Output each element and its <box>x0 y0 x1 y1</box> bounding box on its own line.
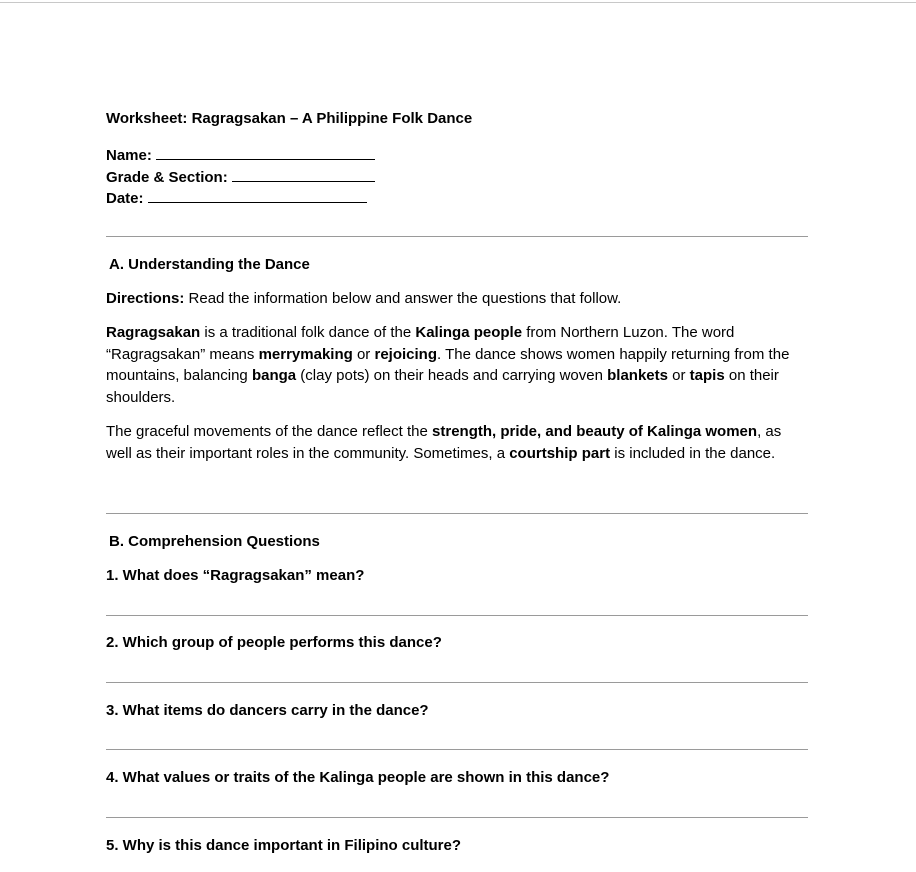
answer-line-2[interactable] <box>106 682 808 683</box>
p2-text: , as well as their important roles in the community. Sometimes, a <box>106 423 782 462</box>
p1-text: on their shoulders. <box>106 367 779 406</box>
term-ragragsakan: Ragragsakan <box>106 324 201 341</box>
p1-text: . The dance shows women happily returning from the mountains, balancing <box>106 345 790 385</box>
p1-text: or <box>667 367 690 385</box>
directions-text: Read the information below and answer the questions that follow. <box>184 290 622 307</box>
p2-text: is included in the dance. <box>610 444 776 462</box>
date-field[interactable] <box>106 188 367 207</box>
question-3: 3. What items do dancers carry in the dance? <box>106 702 429 719</box>
date-blank-line[interactable] <box>148 188 367 203</box>
section-a-heading: A. Understanding the Dance <box>109 256 310 273</box>
answer-line-1[interactable] <box>106 615 808 616</box>
term-strength-pride-beauty: strength, pride, and beauty of Kalinga women <box>432 423 758 440</box>
grade-section-blank-line[interactable] <box>232 167 375 182</box>
directions-paragraph <box>106 288 808 310</box>
name-label: Name: <box>106 147 152 164</box>
worksheet-title: Worksheet: Ragragsakan – A Philippine Folk Dance <box>106 110 473 127</box>
question-4: 4. What values or traits of the Kalinga people are shown in this dance? <box>106 769 610 786</box>
grade-section-label: Grade & Section: <box>106 169 228 186</box>
answer-line-3[interactable] <box>106 749 808 750</box>
p1-text: is a traditional folk dance of the <box>200 324 416 341</box>
name-field[interactable] <box>106 145 375 164</box>
term-banga: banga <box>251 367 297 385</box>
date-label: Date: <box>106 190 144 207</box>
divider <box>106 236 808 237</box>
term-kalinga-people: Kalinga people <box>415 324 523 341</box>
info-paragraph-1 <box>106 322 808 408</box>
term-rejoicing: rejoicing <box>374 345 437 363</box>
grade-section-field[interactable] <box>106 167 375 186</box>
p1-text: or <box>352 345 375 363</box>
answer-line-4[interactable] <box>106 817 808 818</box>
term-blankets: blankets <box>607 367 668 385</box>
term-merrymaking: merrymaking <box>258 345 353 363</box>
term-courtship-part: courtship part <box>509 444 611 462</box>
divider <box>106 513 808 514</box>
info-paragraph-2 <box>106 421 808 464</box>
p2-text: The graceful movements of the dance reflect the <box>106 423 433 440</box>
name-blank-line[interactable] <box>156 145 375 160</box>
question-1: 1. What does “Ragragsakan” mean? <box>106 567 365 584</box>
p1-text: from Northern Luzon. The word “Ragragsakan” means <box>106 324 735 363</box>
top-border <box>0 2 916 3</box>
question-5: 5. Why is this dance important in Filipino culture? <box>106 837 462 854</box>
section-b-heading: B. Comprehension Questions <box>109 533 320 550</box>
directions-label: Directions: <box>106 290 185 307</box>
term-tapis: tapis <box>689 367 725 385</box>
p1-text: (clay pots) on their heads and carrying woven <box>296 367 608 385</box>
question-2: 2. Which group of people performs this dance? <box>106 634 442 651</box>
